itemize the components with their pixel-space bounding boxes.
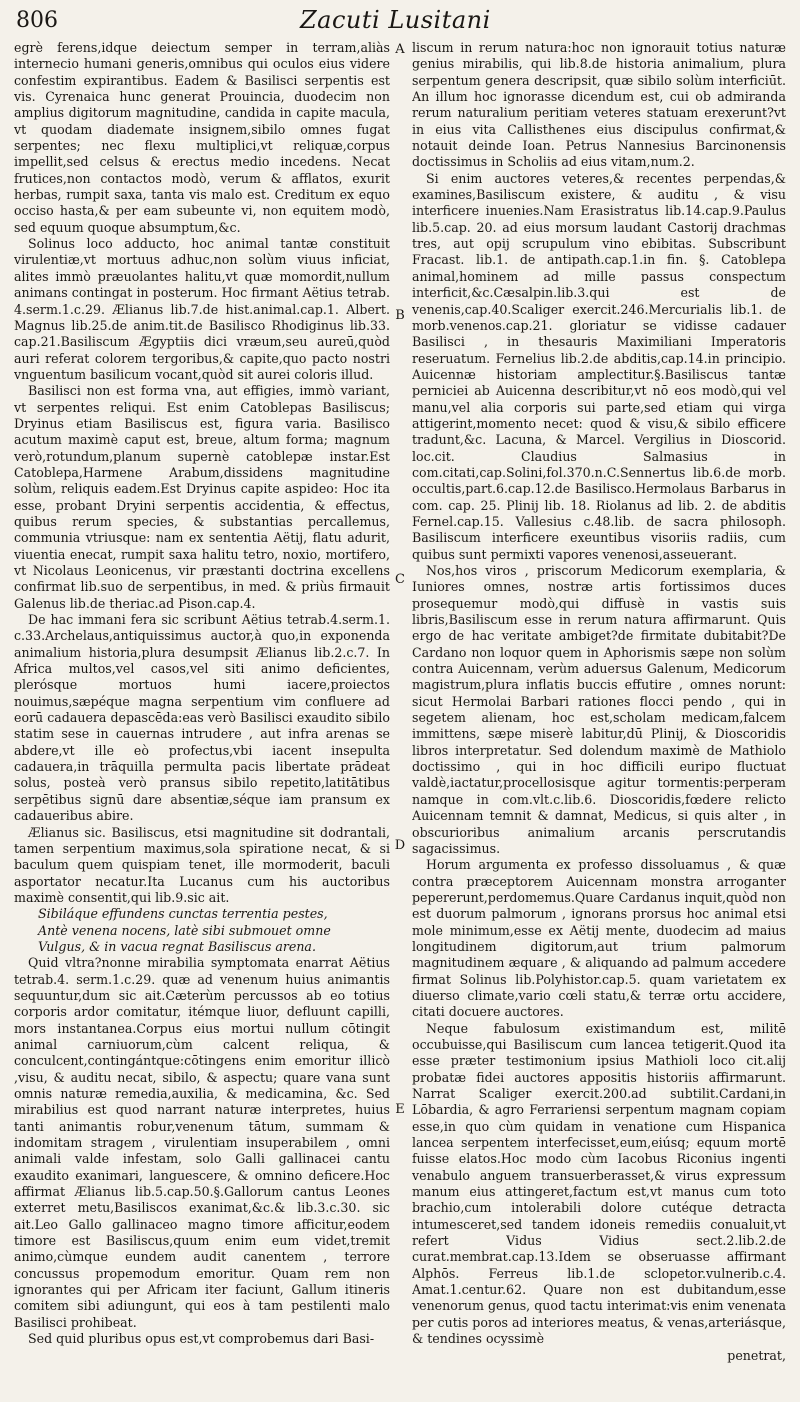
paragraph: liscum in rerum natura:hoc non ignorauit totius naturæ genius mirabilis, qui lib.8.de historia animalium, plura serpentum genera descripsit, quæ sibilo solùm interficiūt. An illum hoc ignorasse dicendum est, cui ob admiranda rerum naturalium peritiam veteres statuam erexerunt?vt in eius vita Callisthenes eius discipulus confirmat,& notauit deinde Ioan. Petrus Nannesius Barcinonensis doctissimus in Scholiis ad eius vitam,num.2. [412,40,786,170]
paragraph: De hac immani fera sic scribunt Aëtius tetrab.4.serm.1. c.33.Archelaus,antiquissimus auctor,à quo,in exponenda animalium historia,plura desumpsit Ælianus lib.2.c.7. In Africa multos,vel casos,vel siti animo deficientes, plerósque mortuos humi iacere,proiectos nouimus,sæpéque magna serpentium vim confluere ad eorū cadauera depascēda:eas verò Basilisci exaudito sibilo statim sese in cauernas intrudere , aut infra arenas se abdere,vt ille eò profectus,vbi iacent insepulta cadauera,in trāquilla permulta pacis libertate prādeat solus, posteà verò pransus sibilo repetito,latitātibus serpētibus signū dare absentiæ,séque iam pransum ex cadaueribus abire. [14,612,390,824]
paragraph: Quid vltra?nonne mirabilia symptomata enarrat Aëtius tetrab.4. serm.1.c.29. quæ ad venenum huius animantis sequuntur,dum sic ait.Cæterùm percussos ab eo totius corporis ardor comitatur, itémque liuor, defluunt capilli, mors instantanea.Corpus eius mortui nullum cōtingit animal carniuorum,cùm calcent reliqua, & conculcent,contingántque:cōtingens enim emoritur illicò ,visu, & auditu necat, sibilo, & aspectu; quare vana sunt omnis naturæ remedia,auxilia, & medicamina, &c. Sed mirabilius est quod narrant naturæ interpretes, huius tanti animantis robur,venenum tātum, summam & indomitam stragem , virulentiam insuperabilem , omni animali valde infestam, solo Galli gallinacei cantu exaudito exanimari, languescere, & omnino deficere.Hoc affirmat Ælianus lib.5.cap.50.§.Gallorum cantus Leones exterret metu,Basiliscos exanimat,&c.& lib.3.c.30. sic ait.Leo Gallo gallinaceo magno timore afficitur,eodem timore est Basiliscus,quum enim eum videt,tremit animo,cùmque eundem audit canentem , terrore concussus propemodum emoritur. Quam rem non ignorantes qui per Africam iter faciunt, Gallum itineris comitem sibi adiungunt, qui eos à tam pestilenti malo Basilisci prohibeat. [14,955,390,1330]
margin-letter-b: B [395,308,405,323]
paragraph: Si enim auctores veteres,& recentes perpendas,& examines,Basiliscum existere, & auditu , & visu interficere inuenies.Nam Erasistratus lib.14.cap.9.Paulus lib.5.cap. 20. ad eius morsum laudant Castorij drachmas tres, aut opij scrupulum vino ebibitas. Subscribunt Fracast. lib.1. de antipath.cap.1.in fin. §. Catoblepa animal,hominem ad mille passus conspectum interficit,&c.Cæsalpin.lib.3.qui est de venenis,cap.40.Scaliger exercit.246.Mercurialis lib.1. de morb.venenos.cap.21. gloriatur se vidisse cadauer Basilisci , in thesauris Maximiliani Imperatoris reseruatum. Fernelius lib.2.de abditis,cap.14.in principio. Auicennæ historiam amplectitur.§.Basiliscus tantæ perniciei ab Auicenna describitur,vt nō eos modò,qui vel manu,vel alia corporis sui parte,sed etiam qui virga attigerint,momento necet: quod & visu,& sibilo efficere tradunt,&c. Lacuna, & Marcel. Vergilius in Dioscorid. loc.cit. Claudius Salmasius in com.citati,cap.Solini,fol.370.n.C.Sennertus lib.6.de morb. occultis,part.6.cap.12.de Basilisco.Hermolaus Barbarus in com. cap. 25. Plinij lib. 18. Riolanus ad lib. 2. de abditis Fernel.cap.15. Vallesius c.48.lib. de sacra philosoph. Basiliscum interficere exeuntibus visoriis radiis, cum quibus sunt permixti vapores venenosi,asseuerant. [412,170,786,562]
verse-line: Antè venena nocens, latè sibi submouet omne [38,922,331,938]
catchword: penetrat, [727,1347,786,1363]
right-column [412,40,786,1390]
margin-letter-a: A [395,42,405,57]
paragraph: Solinus loco adducto, hoc animal tantæ constituit virulentiæ,vt mortuus adhuc,non solùm viuus inficiat, alites immò præuolantes halitu,vt quæ momordit,nullum animans contingat in posterum. Hoc firmant Aëtius tetrab. 4.serm.1.c.29. Ælianus lib.7.de hist.animal.cap.1. Albert. Magnus lib.25.de anim.tit.de Basilisco Rhodiginus lib.33. cap.21.Basiliscum Ægyptiis dici vræum,seu aureū,quòd auri referat colorem tergoribus,& capite,quo pacto nostri vnguentum basilicum vocant,quòd sit aurei coloris illud. [14,236,390,382]
margin-letter-d: D [394,838,406,853]
paragraph: Nos,hos viros , priscorum Medicorum exemplaria, & Iuniores omnes, nostræ artis fortissimos duces prosequemur modò,qui diffusè in vastis suis libris,Basiliscum esse in rerum natura affirmarunt. Quis ergo de hac veritate ambiget?de firmitate dubitabit?De Cardano non loquor quem in Aphorismis sæpe non solùm contra Auicennam, verùm aduersus Galenum, Medicorum magistrum,plura inflatis buccis effutire , omnes norunt: sicut Hermolai Barbari rationes flocci pendo , qui in segetem alienam, hoc est,scholam medicam,falcem immittens, sæpe miserè labitur,dū Plinij, & Dioscoridis libros interpretatur. Sed dolendum maximè de Mathiolo doctissimo , qui in hoc difficili euripo fluctuat valdè,iactatur,procellosisque agitur tormentis:perperam namque in com.vlt.c.lib.6. Dioscoridis,fœdere relicto Auicennam temnit & damnat, Medicus, si quis alter , in obscurioribus animalium arcanis perscrutandis sagacissimus. [412,563,786,856]
paragraph: egrè ferens,idque deiectum semper in terram,aliàs internecio humani generis,omnibus qui oculos eius videre confestim expirantibus. Eadem & Basilisci serpentis est vis. Cyrenaica hunc generat Prouincia, duodecim non amplius digitorum magnitudine, candida in capite macula, vt quodam diademate insignem,sibilo omnes fugat serpentes; nec flexu multiplici,vt reliquæ,corpus impellit,sed celsus & erectus medio incedens. Necat frutices,non contactos modò, verum & afflatos, exurit herbas, rumpit saxa, tanta vis malo est. Creditum ex equo occiso hasta,& per eam subeunte vi, non equitem modò, sed equum quoque absumptum,&c. [14,40,390,235]
paragraph: Neque fabulosum existimandum est, militē occubuisse,qui Basiliscum cum lancea tetigerit.Quod ita esse præter testimonium ipsius Mathioli loco cit.alij probatæ fidei auctores appositis historiis affirmarunt. Narrat Scaliger exercit.200.ad subtilit.Cardani,in Lōbardia, & agro Ferrariensi serpentum magnam copiam esse,in quo cùm quidam in venatione cum Hispanica lancea serpentem interfecisset,eum,eiúsq; equum mortē fuisse elatos.Hoc modo cùm Iacobus Riconius ingenti venabulo anguem transuerberasset,& virus expressum manum eius attingeret,factum est,vt manus cum toto brachio,cum intolerabili dolore cutéque detracta intumesceret,sed tandem idoneis remediis conualuit,vt refert Vidus Vidius sect.2.lib.2.de curat.membrat.cap.13.Idem se obseruasse affirmant Alphōs. Ferreus lib.1.de sclopetor.vulnerib.c.4. Amat.1.centur.62. Quare non est dubitandum,esse venenorum genus, quod tactu interimat:vis enim venenata per cutis poros ad interiores meatus, & venas,arteriásque, & tendines ocyssimè [412,1020,786,1347]
margin-letter-c: C [395,572,405,587]
left-column [14,40,390,1390]
verse-line: Vulgus, & in vacua regnat Basiliscus arena. [38,938,316,954]
paragraph: Horum argumenta ex professo dissoluamus , & quæ contra præceptorem Auicennam monstra arroganter pepererunt,perdomemus.Quare Cardanus inquit,quòd non est duorum palmorum , ignorans prorsus hoc animal etsi mole minimum,esse ex Aëtij mente, duodecim ad maius longitudinem digitorum,aut trium palmorum magnitudinem æquare , & aliquando ad palmum accedere firmat Solinus lib.Polyhistor.cap.5. quam varietatem ex diuerso climate,vario cœli statu,& terræ ortu accidere, citati docuere auctores. [412,857,786,1020]
paragraph: Ælianus sic. Basiliscus, etsi magnitudine sit dodrantali, tamen serpentium maximus,sola spiratione necat, & si baculum quem quispiam tenet, ille mormoderit, baculi asportator necatur.Ita Lucanus cum his auctoribus maximè consentit,qui lib.9.sic ait. [14,824,390,905]
margin-letter-e: E [395,1102,405,1117]
page-number: 806 [16,8,58,33]
running-head: Zacuti Lusitani [300,6,491,34]
paragraph: Sed quid pluribus opus est,vt comprobemus dari Basi- [28,1331,375,1347]
verse-line: Sibiláque effundens cunctas terrentia pestes, [38,906,328,922]
paragraph: Basilisci non est forma vna, aut effigies, immò variant, vt serpentes reliqui. Est enim Catoblepas Basiliscus; Dryinus etiam Basiliscus est, figura varia. Basilisco acutum maximè caput est, breue, altum forma; magnum verò,rotundum,planum supernè catoblepæ instar.Est Catoblepa,Harmene Arabum,dissidens magnitudine solùm, reliquis eadem.Est Dryinus capite aspideo: Hoc ita esse, probant Dryini serpentis accidentia, & effectus, quibus rerum species, & substantias percallemus, communia vtriusque: nam ex sententia Aëtij, flatu adurit, viuentia enecat, rumpit saxa halitu tetro, noxio, mortifero, vt Nicolaus Leonicenus, vir præstanti doctrina excellens confirmat lib.suo de serpentibus, in med. & priùs firmauit Galenus lib.de theriac.ad Pison.cap.4. [14,383,390,611]
page-header [0,0,800,40]
